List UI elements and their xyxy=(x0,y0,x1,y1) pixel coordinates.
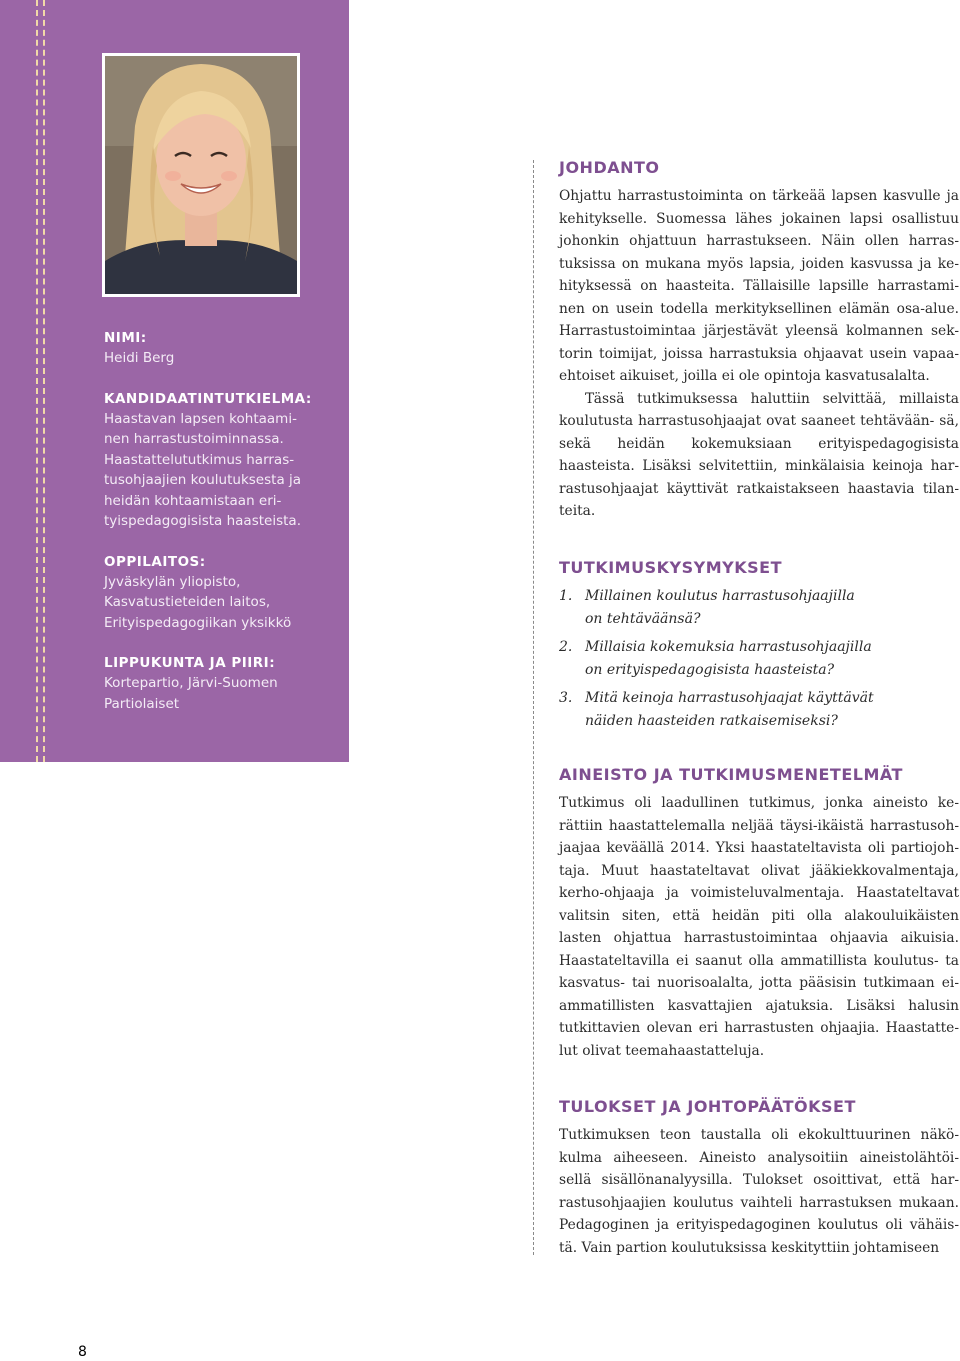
column-divider xyxy=(533,160,534,1255)
thesis-label: KANDIDAATINTUTKIELMA: xyxy=(104,390,312,407)
profile-sidebar xyxy=(0,0,349,762)
page-number: 8 xyxy=(78,1344,87,1360)
intro-paragraph-1: Ohjattu harrastustoiminta on tärkeää lapsen kasvulle ja kehitykselle. Suomessa lähes jokainen lapsi osallistuu johonkin ohjattuun harrastukseen. Näin ollen harras- tuksissa on mukana myös lapsia, joiden kasvussa ja ke- hityksessä on haasteita. Tällaisille lapsille harrastami- nen on usein todella merkityksellinen elämän osa-alue. Harrastustoimintaa järjestävät yleensä kolmannen sek- torin toimijat, joissa harrastuksia ohjaavat usein vapaa- ehtoiset aikuiset, joilla ei ole opintoja kasvatusalalta. xyxy=(559,188,959,384)
question-item xyxy=(559,636,959,681)
troop-label: LIPPUKUNTA JA PIIRI: xyxy=(104,655,276,671)
methods-paragraph: Tutkimus oli laadullinen tutkimus, jonka aineisto ke- rättiin haastattelemalla neljää täysi-ikäistä harrastusoh- jaajaa keväällä 2014. Yksi haastateltavista oli partiojoh- taja. Muut haastateltavat olivat jääkiekkovalmentaja, kerho-ohjaaja ja voimisteluvalmentaja. Haastateltavat valitsin siten, että heidän piti olla alakouluikäisten lasten ohjattua harrastustoimintaa ohjaavia aikuisia. Haastateltavilla ei saanut olla ammatillista koulutus- ta kasvatus- tai nuorisoalalta, jotta pääsisin tutkimaan ei-ammatillisten kasvattajien ajatuksia. Lisäksi halusin tutkittavien olevan eri harrastusten ohjaajia. Haastatte- lut olivat teemahaastatteluja. xyxy=(559,795,959,1059)
question-text-continued: on erityispedagogisista haasteista? xyxy=(585,661,835,678)
school-name: Jyväskylän yliopisto, Kasvatustieteiden laitos, Erityispedagogiikan yksikkö xyxy=(104,573,292,631)
question-text: Millainen koulutus harrastusohjaajilla xyxy=(585,588,855,604)
question-text: Millaisia kokemuksia harrastusohjaajilla xyxy=(585,639,872,655)
troop-block xyxy=(104,655,314,714)
questions-heading: TUTKIMUSKYSYMYKSET xyxy=(559,558,782,577)
intro-section xyxy=(559,158,959,523)
name-label: NIMI: xyxy=(104,330,147,346)
portrait-photo xyxy=(102,53,300,297)
question-text-continued: näiden haasteiden ratkaisemiseksi? xyxy=(585,712,838,729)
results-paragraph: Tutkimuksen teon taustalla oli ekokulttuurinen näkö- kulma aiheeseen. Aineisto analysoitiin aineistolähtöi- sellä sisällönanalyysilla. Tulokset osoittivat, että har- rastusohjaajien koulutus vaihteli harrastuksen mukaan. Pedagoginen ja erityispedagoginen koulutus oli vähäis- tä. Vain partion koulutuksissa keskityttiin johtamiseen xyxy=(559,1127,959,1256)
profile-details xyxy=(104,330,314,736)
intro-paragraph-2: Tässä tutkimuksessa haluttiin selvittää, millaista koulutusta harrastusohjaajat ovat saaneet tehtävään- sä, sekä heidän kokemuksiaan erityispedagogisista haasteista. Lisäksi selvitettiin, minkälaisia keinoja har- rastusohjaajat käyttivät ratkaistakseen haastavia tilan- teita. xyxy=(559,390,959,519)
methods-heading: AINEISTO JA TUTKIMUSMENETELMÄT xyxy=(559,765,903,784)
thesis-title: Haastavan lapsen kohtaami- nen harrastustoiminnassa. Haastattelututkimus harras- tusohjaajien koulutuksesta ja heidän kohtaamistaan eri- tyispedagogisista haasteista. xyxy=(104,410,302,529)
name-block xyxy=(104,330,314,369)
question-number: 2. xyxy=(559,639,573,655)
school-label: OPPILAITOS: xyxy=(104,553,206,570)
portrait-image xyxy=(105,56,297,294)
question-number: 3. xyxy=(559,690,573,706)
question-item xyxy=(559,585,959,630)
school-block xyxy=(104,554,314,634)
methods-section xyxy=(559,765,959,1062)
questions-list xyxy=(559,585,959,732)
question-text-continued: on tehtäväänsä? xyxy=(585,610,701,627)
author-name: Heidi Berg xyxy=(104,350,175,366)
question-number: 1. xyxy=(559,588,573,604)
intro-heading: JOHDANTO xyxy=(559,158,660,177)
decorative-stitch xyxy=(43,0,45,762)
thesis-block xyxy=(104,391,314,532)
question-text: Mitä keinoja harrastusohjaajat käyttävät xyxy=(585,690,874,706)
results-heading: TULOKSET JA JOHTOPÄÄTÖKSET xyxy=(559,1097,856,1116)
results-section xyxy=(559,1097,959,1259)
troop-name: Kortepartio, Järvi-Suomen Partiolaiset xyxy=(104,675,278,712)
decorative-stitch xyxy=(36,0,38,762)
questions-section xyxy=(559,558,959,738)
question-item xyxy=(559,687,959,732)
